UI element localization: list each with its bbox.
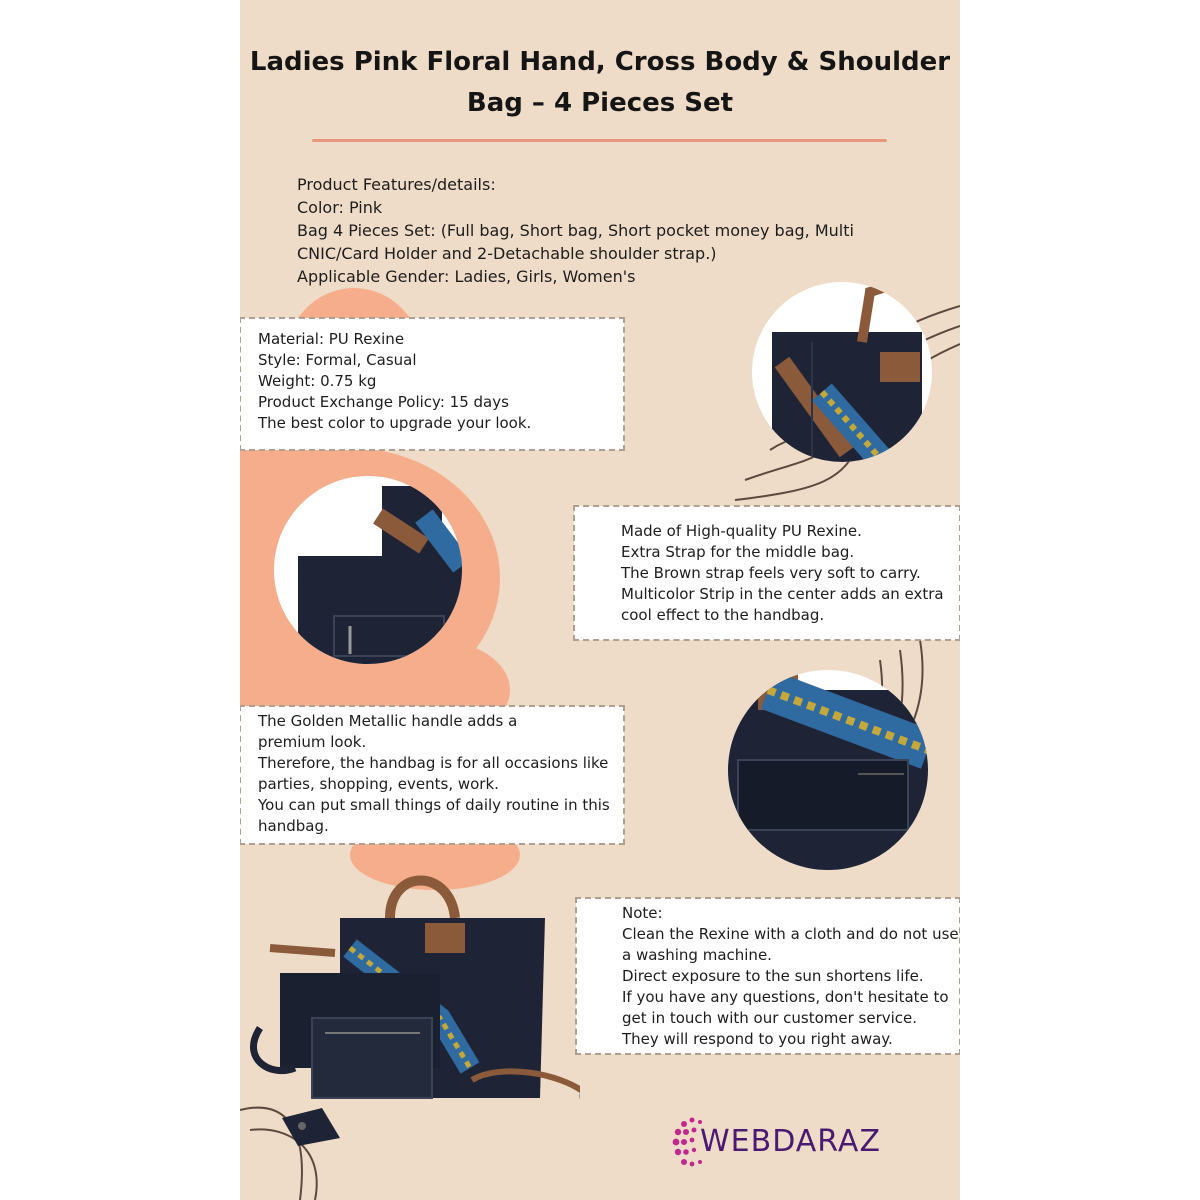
handle-card xyxy=(240,706,624,844)
card-line: Multicolor Strip in the center adds an extra xyxy=(621,585,944,603)
feature-line: Color: Pink xyxy=(297,198,383,217)
card-line: They will respond to you right away. xyxy=(622,1030,893,1048)
card-line: The Golden Metallic handle adds a xyxy=(258,712,518,730)
card-line: parties, shopping, events, work. xyxy=(258,775,499,793)
material-card xyxy=(240,318,624,450)
page-title: Ladies Pink Floral Hand, Cross Body & Shoulder Bag – 4 Pieces Set xyxy=(249,47,951,118)
card-line: Weight: 0.75 kg xyxy=(258,372,377,390)
card-line: Made of High-quality PU Rexine. xyxy=(621,522,862,540)
card-line: Material: PU Rexine xyxy=(258,330,405,348)
product-features xyxy=(297,173,854,288)
card-line: Style: Formal, Casual xyxy=(258,351,417,369)
feature-line: Bag 4 Pieces Set: (Full bag, Short bag, Short pocket money bag, Multi xyxy=(297,221,854,240)
bag-detail-photo-3 xyxy=(728,670,928,870)
card-line: handbag. xyxy=(258,817,329,835)
note-card xyxy=(576,898,960,1054)
card-line: Direct exposure to the sun shortens life. xyxy=(622,967,924,985)
card-line: premium look. xyxy=(258,733,367,751)
card-line: Note: xyxy=(622,904,663,922)
feature-line: Applicable Gender: Ladies, Girls, Women's xyxy=(297,267,636,286)
card-line: The best color to upgrade your look. xyxy=(258,414,532,432)
card-line: Product Exchange Policy: 15 days xyxy=(258,393,509,411)
card-line: You can put small things of daily routine in this xyxy=(258,796,610,814)
bag-detail-photo-2 xyxy=(274,476,462,664)
product-infographic xyxy=(240,0,960,1200)
handbag-photo xyxy=(728,670,928,870)
card-line: get in touch with our customer service. xyxy=(622,1009,918,1027)
card-line: Therefore, the handbag is for all occasions like xyxy=(258,754,609,772)
handbag-photo xyxy=(240,868,580,1148)
card-line: cool effect to the handbag. xyxy=(621,606,825,624)
bag-detail-photo-1 xyxy=(752,282,932,462)
card-line: Clean the Rexine with a cloth and do not use xyxy=(622,925,959,943)
handbag-photo xyxy=(752,282,932,462)
card-line: a washing machine. xyxy=(622,946,772,964)
handbag-photo xyxy=(274,476,462,664)
feature-line: CNIC/Card Holder and 2-Detachable shoulder strap.) xyxy=(297,244,717,263)
card-line: Extra Strap for the middle bag. xyxy=(621,543,855,561)
card-line: The Brown strap feels very soft to carry. xyxy=(621,564,921,582)
brand-name: WEBDARAZ xyxy=(700,1124,881,1159)
feature-line: Product Features/details: xyxy=(297,175,496,194)
card-line: If you have any questions, don't hesitate to xyxy=(622,988,949,1006)
title-divider xyxy=(312,139,887,142)
quality-card xyxy=(574,506,960,640)
bag-set-photo xyxy=(240,868,580,1148)
